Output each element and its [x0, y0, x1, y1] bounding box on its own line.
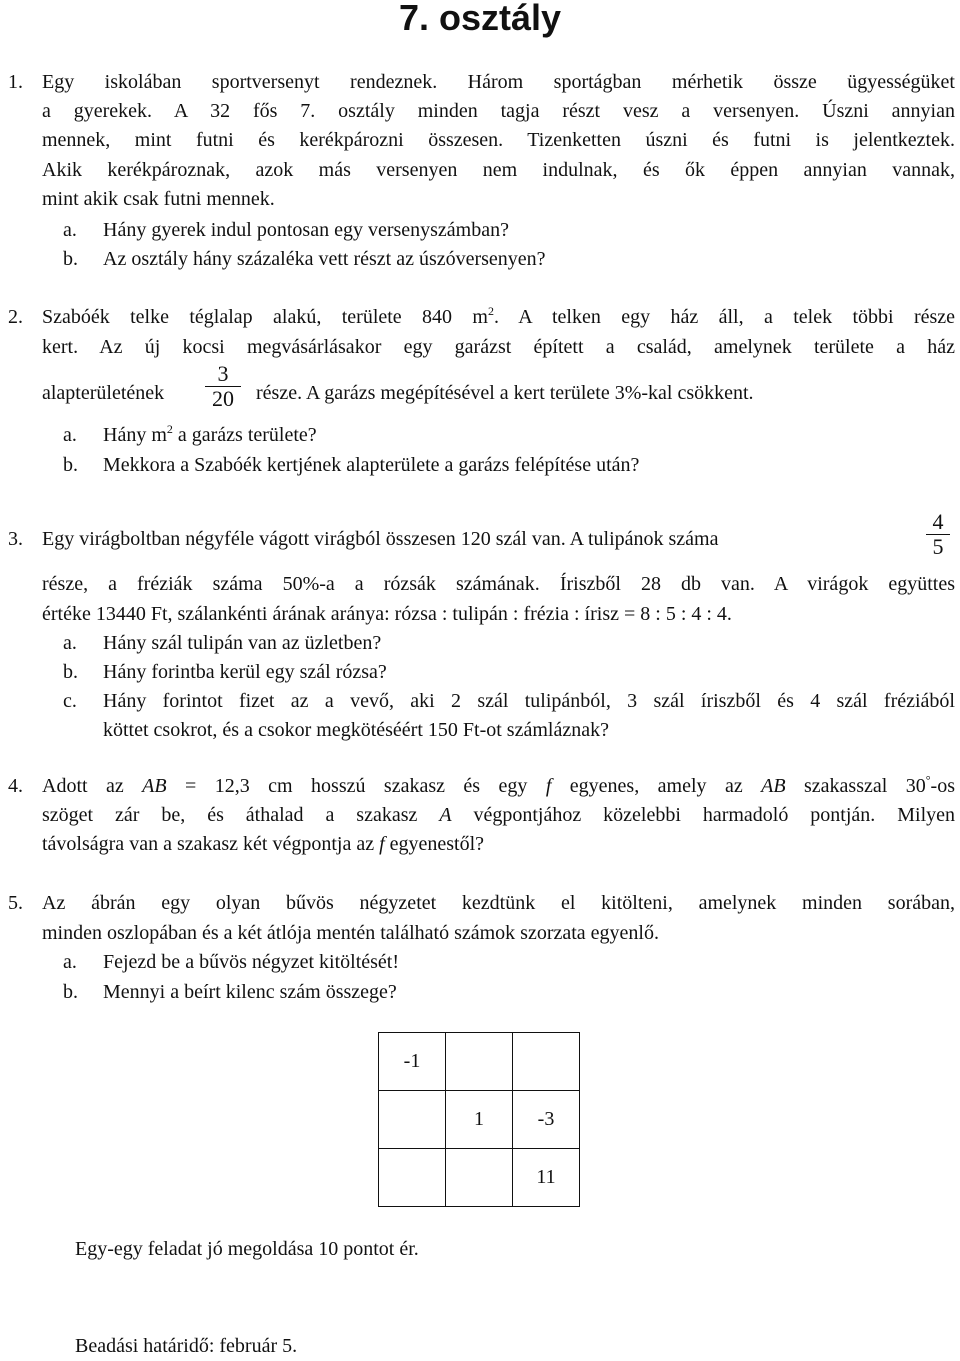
grid-cell: 1	[446, 1091, 513, 1149]
subquestion-text: Hány forintot fizet az a vevő, aki 2 szál tulipánból, 3 szál íriszből és 4 szál fréziából	[103, 690, 955, 712]
grid-row	[379, 1091, 580, 1149]
problem-text-line: része. A garázs megépítésével a kert területe 3%-kal csökkent.	[256, 382, 754, 404]
problem-text-line: Akik kerékpároznak, azok más versenyen nem indulnak, és ők éppen annyian vannak,	[42, 159, 955, 181]
problem-text-line: Szabóék telke téglalap alakú, területe 840 $m^2$. A telken egy ház áll, a telek többi része	[42, 304, 956, 328]
subquestion-text: Hány forintba kerül egy szál rózsa?	[103, 661, 387, 683]
grid-cell: -3	[513, 1091, 580, 1149]
problem-text-line: távolságra van a szakasz két végpontja az f egyenestől?	[42, 833, 485, 855]
problem-text-line: mennek, mint futni és kerékpározni összesen. Tizenketten úszni és futni is jelentkeztek.	[42, 129, 955, 151]
subquestion-label: a.	[63, 632, 77, 654]
subquestion-label: a.	[63, 951, 77, 973]
grid-cell	[379, 1091, 446, 1149]
grid-cell	[379, 1149, 446, 1207]
fraction: 4 5	[926, 510, 950, 559]
problem-text-line: Egy iskolában sportversenyt rendeznek. Három sportágban mérhetik össze ügyességüket	[42, 71, 955, 93]
subquestion-label: a.	[63, 219, 77, 241]
problem-text-line: minden oszlopában és a két átlója mentén található számok szorzata egyenlő.	[42, 922, 659, 944]
grid-cell: -1	[379, 1033, 446, 1091]
subquestion-text: Hány gyerek indul pontosan egy versenyszámban?	[103, 219, 509, 241]
subquestion-text: köttet csokrot, és a csokor megkötéséért 150 Ft-ot számláznak?	[103, 719, 609, 741]
problem-text-line: Adott az AB = 12,3 cm hosszú szakasz és egy f egyenes, amely az AB szakasszal 30°-os	[42, 773, 955, 797]
subquestion-text: Az osztály hány százaléka vett részt az úszóversenyen?	[103, 248, 546, 270]
grid-row	[379, 1149, 580, 1207]
problem-text-line: része, a fréziák száma 50%-a a rózsák számának. Íriszből 28 db van. A virágok együttes	[42, 573, 955, 595]
fraction: 3 20	[205, 362, 241, 411]
grid-cell	[513, 1033, 580, 1091]
subquestion-text: Hány $m^2$ a garázs területe?	[103, 422, 317, 446]
subquestion-text: Hány szál tulipán van az üzletben?	[103, 632, 382, 654]
subquestion-text: Mekkora a Szabóék kertjének alapterülete a garázs felépítése után?	[103, 454, 640, 476]
grid-cell	[446, 1149, 513, 1207]
deadline-note: Beadási határidő: február 5.	[75, 1335, 298, 1357]
subquestion-label: b.	[63, 454, 78, 476]
problem-text-line: a gyerekek. A 32 fős 7. osztály minden tagja részt vesz a versenyen. Úszni annyian	[42, 100, 955, 122]
problem-text-line: szöget zár be, és áthalad a szakasz A végpontjához közelebbi harmadoló pontján. Milyen	[42, 804, 955, 826]
subquestion-label: a.	[63, 424, 77, 446]
problem-number: 2.	[8, 306, 23, 328]
magic-square-grid	[378, 1032, 580, 1207]
subquestion-text: Fejezd be a bűvös négyzet kitöltését!	[103, 951, 400, 973]
problem-text-line: alapterületének	[42, 382, 165, 404]
subquestion-label: b.	[63, 661, 78, 683]
grid-row	[379, 1033, 580, 1091]
subquestion-label: c.	[63, 690, 77, 712]
grid-cell	[446, 1033, 513, 1091]
problem-text-line: kert. Az új kocsi megvásárlásakor egy garázst épített a család, amelynek területe a ház	[42, 336, 955, 358]
problem-text-line: Egy virágboltban négyféle vágott virágból összesen 120 szál van. A tulipánok száma	[42, 528, 719, 550]
problem-number: 3.	[8, 528, 23, 550]
grid-cell: 11	[513, 1149, 580, 1207]
problem-number: 4.	[8, 775, 23, 797]
subquestion-text: Mennyi a beírt kilenc szám összege?	[103, 981, 397, 1003]
scoring-note: Egy-egy feladat jó megoldása 10 pontot ér.	[75, 1238, 419, 1260]
subquestion-label: b.	[63, 248, 78, 270]
subquestion-label: b.	[63, 981, 78, 1003]
problem-number: 5.	[8, 892, 23, 914]
problem-text-line: értéke 13440 Ft, szálankénti árának aránya: rózsa : tulipán : frézia : írisz = 8 : 5 : 4 : 4.	[42, 603, 732, 625]
page-title: 7. osztály	[398, 0, 562, 38]
problem-text-line: mint akik csak futni mennek.	[42, 188, 275, 210]
problem-text-line: Az ábrán egy olyan bűvös négyzetet kezdtünk el kitölteni, amelynek minden sorában,	[42, 892, 955, 914]
problem-number: 1.	[8, 71, 23, 93]
